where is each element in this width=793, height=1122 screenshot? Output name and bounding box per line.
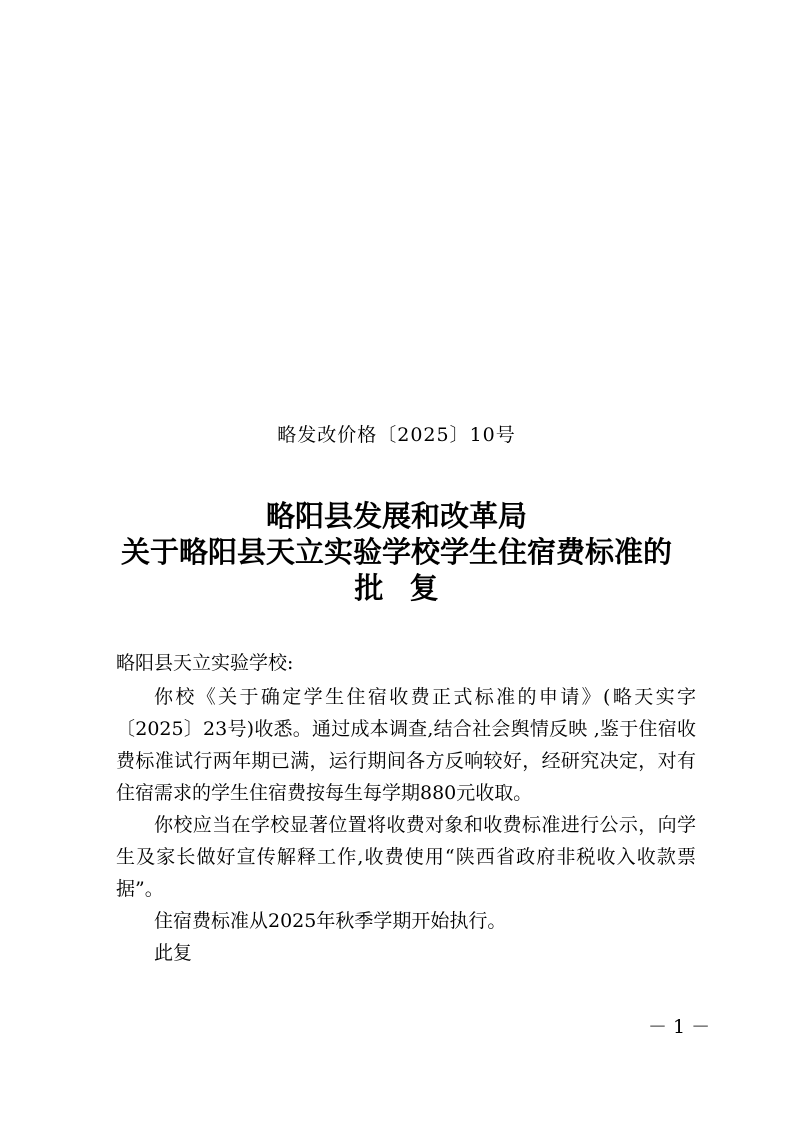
document-title	[0, 498, 793, 606]
title-reply: 批复	[354, 571, 465, 605]
salutation: 略阳县天立实验学校:	[116, 652, 294, 674]
paragraph-closing: 此复	[154, 942, 193, 964]
title-subject: 关于略阳县天立实验学校学生住宿费标准的	[120, 535, 672, 569]
title-issuer: 略阳县发展和改革局	[265, 499, 527, 533]
paragraph-effective-date: 住宿费标准从2025年秋季学期开始执行。	[154, 910, 507, 932]
page-number: － 1 －	[648, 1016, 711, 1038]
paragraph-main: 你校《关于确定学生住宿收费正式标准的申请》(略天实字〔2025〕23号)收悉。通过成本调查,结合社会舆情反映 ,鉴于住宿收费标准试行两年期已满，运行期间各方反响较好，经研究决定，对有住宿需求的学生住宿费按每生每学期880元收取。	[116, 686, 696, 804]
document-number: 略发改价格〔2025〕10号	[277, 424, 516, 446]
paragraph-publicity: 你校应当在学校显著位置将收费对象和收费标准进行公示，向学生及家长做好宣传解释工作,收费使用“陕西省政府非税收入收款票据”。	[116, 814, 696, 900]
document-body	[116, 681, 696, 969]
